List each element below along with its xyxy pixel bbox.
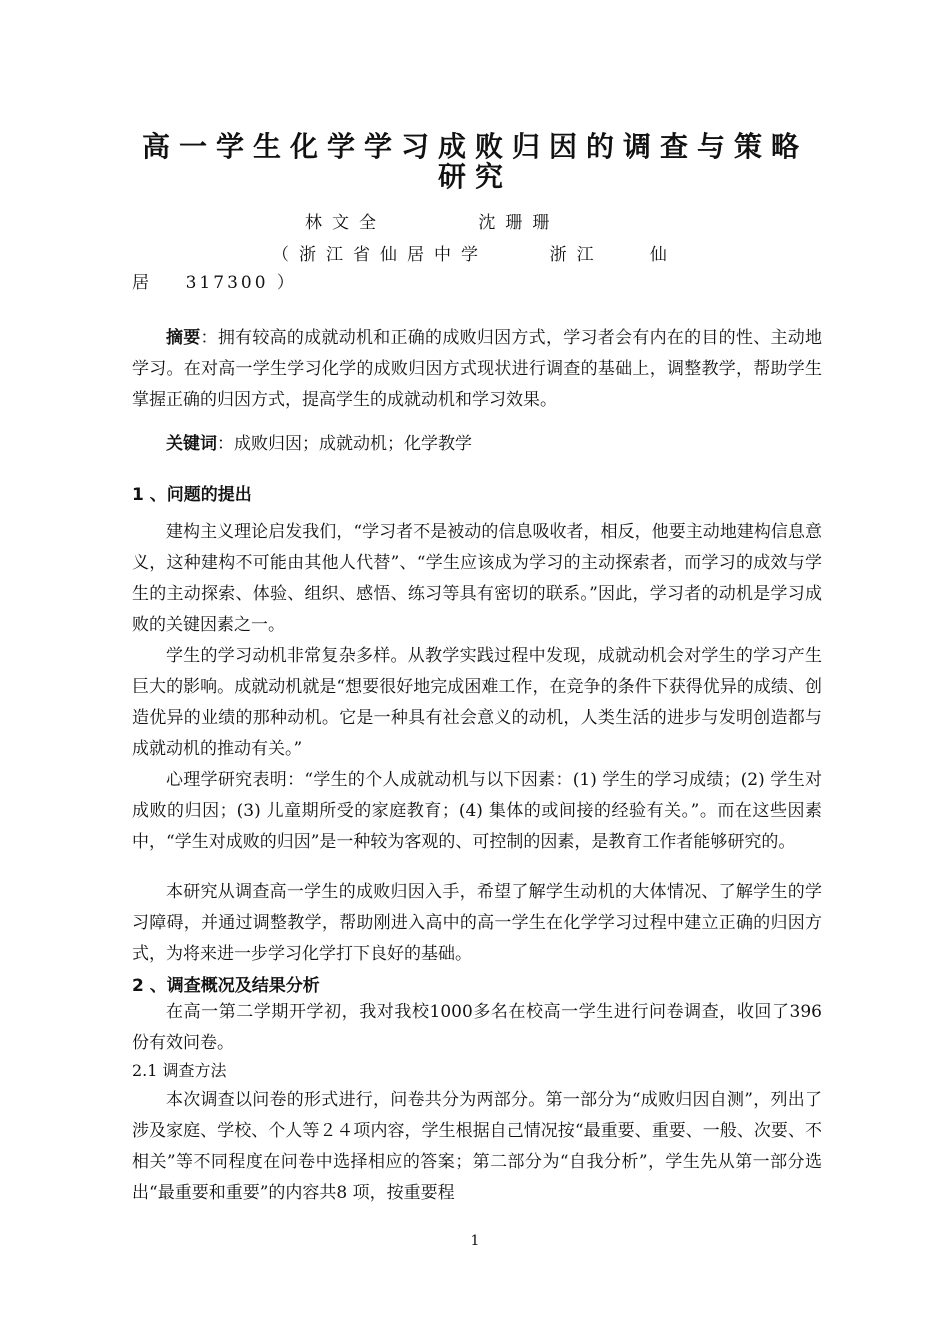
affiliation-line-2: 居 317300 ） <box>132 273 297 293</box>
section-1-paragraph-2: 学生的学习动机非常复杂多样。从教学实践过程中发现，成就动机会对学生的学习产生巨大的影响。成就动机就是“想要很好地完成困难工作，在竞争的条件下获得优异的成绩、创造优异的业绩的那种动机。它是一种具有社会意义的动机，人类生活的进步与发明创造都与成就动机的推动有关。” <box>132 646 822 759</box>
keywords <box>132 429 822 460</box>
abstract-label: 摘要 <box>166 328 201 348</box>
section-1-heading: 1 、问题的提出 <box>132 485 252 505</box>
keywords-text: ：成败归因；成就动机；化学教学 <box>217 434 472 454</box>
abstract <box>132 323 822 416</box>
section-2-heading: 2 、调查概况及结果分析 <box>132 976 320 996</box>
section-2-paragraph-1: 在高一第二学期开学初，我对我校1000多名在校高一学生进行问卷调查，收回了396 份有效问卷。 <box>132 1002 822 1053</box>
abstract-text: ：拥有较高的成就动机和正确的成败归因方式，学习者会有内在的目的性、主动地学习。在对高一学生学习化学的成败归因方式现状进行调查的基础上，调整教学，帮助学生掌握正确的归因方式，提高学生的成就动机和学习效果。 <box>132 328 823 410</box>
title-line-1: 高一学生化学学习成败归因的调查与策略 <box>141 130 808 163</box>
authors: 林文全 沈珊珊 <box>305 213 560 233</box>
section-1-paragraph-3: 心理学研究表明：“学生的个人成就动机与以下因素：(1) 学生的学习成绩；(2) 学生对成败的归因；(3) 儿童期所受的家庭教育；(4) 集体的或间接的经验有关。”。而在这些因素中，“学生对成败的归因”是一种较为客观的、可控制的因素，是教育工作者能够研究的。 <box>132 770 822 852</box>
subsection-2-1-heading: 2.1 调查方法 <box>132 1061 227 1080</box>
title-line-2: 研究 <box>437 160 512 193</box>
keywords-label: 关键词 <box>166 434 217 454</box>
section-1-paragraph-1: 建构主义理论启发我们，“学习者不是被动的信息吸收者，相反，他要主动地建构信息意义，这种建构不可能由其他人代替”、“学生应该成为学习的主动探索者，而学习的成效与学生的主动探索、体验、组织、感悟、练习等具有密切的联系。”因此，学习者的动机是学习成败的关键因素之一。 <box>132 522 822 635</box>
section-2-paragraph-2: 本次调查以问卷的形式进行，问卷共分为两部分。第一部分为“成败归因自测”，列出了涉及家庭、学校、个人等２４项内容，学生根据自己情况按“最重要、重要、一般、次要、不相关”等不同程度在问卷中选择相应的答案；第二部分为“自我分析”，学生先从第一部分选出“最重要和重要”的内容共8 项，按重要程 <box>132 1090 822 1203</box>
affiliation-line-1: （浙江省仙居中学 浙江 仙 <box>272 245 677 265</box>
page-number: 1 <box>470 1233 480 1249</box>
section-1-paragraph-4: 本研究从调查高一学生的成败归因入手，希望了解学生动机的大体情况、了解学生的学习障碍，并通过调整教学，帮助刚进入高中的高一学生在化学学习过程中建立正确的归因方式，为将来进一步学习化学打下良好的基础。 <box>132 882 822 964</box>
